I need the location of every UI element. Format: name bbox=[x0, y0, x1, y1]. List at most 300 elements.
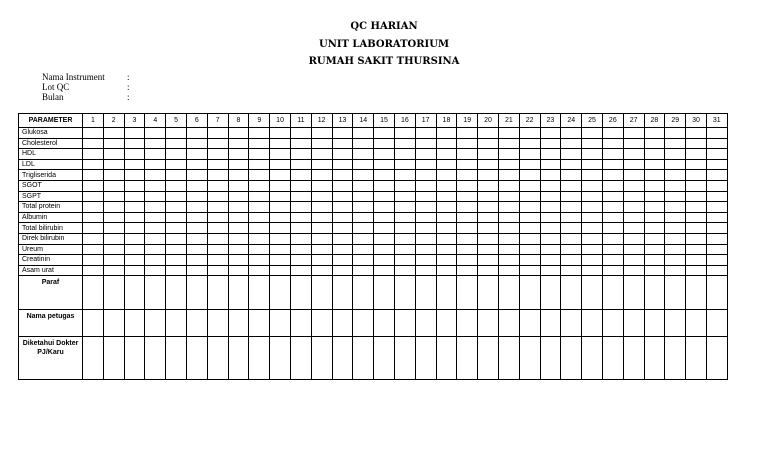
value-cell[interactable] bbox=[415, 233, 436, 244]
value-cell[interactable] bbox=[353, 170, 374, 181]
value-cell[interactable] bbox=[540, 180, 561, 191]
value-cell[interactable] bbox=[623, 138, 644, 149]
value-cell[interactable] bbox=[374, 212, 395, 223]
value-cell[interactable] bbox=[602, 233, 623, 244]
value-cell[interactable] bbox=[353, 138, 374, 149]
value-cell[interactable] bbox=[374, 265, 395, 276]
value-cell[interactable] bbox=[561, 255, 582, 266]
signature-cell[interactable] bbox=[228, 337, 249, 380]
value-cell[interactable] bbox=[561, 128, 582, 139]
value-cell[interactable] bbox=[582, 255, 603, 266]
value-cell[interactable] bbox=[602, 212, 623, 223]
value-cell[interactable] bbox=[644, 128, 665, 139]
signature-cell[interactable] bbox=[353, 310, 374, 337]
value-cell[interactable] bbox=[436, 244, 457, 255]
value-cell[interactable] bbox=[394, 180, 415, 191]
value-cell[interactable] bbox=[103, 170, 124, 181]
value-cell[interactable] bbox=[270, 159, 291, 170]
value-cell[interactable] bbox=[644, 180, 665, 191]
value-cell[interactable] bbox=[374, 149, 395, 160]
value-cell[interactable] bbox=[436, 149, 457, 160]
value-cell[interactable] bbox=[249, 180, 270, 191]
value-cell[interactable] bbox=[602, 180, 623, 191]
value-cell[interactable] bbox=[498, 191, 519, 202]
value-cell[interactable] bbox=[436, 138, 457, 149]
value-cell[interactable] bbox=[103, 212, 124, 223]
value-cell[interactable] bbox=[602, 159, 623, 170]
value-cell[interactable] bbox=[186, 212, 207, 223]
value-cell[interactable] bbox=[228, 159, 249, 170]
signature-cell[interactable] bbox=[519, 310, 540, 337]
value-cell[interactable] bbox=[540, 191, 561, 202]
value-cell[interactable] bbox=[207, 223, 228, 234]
value-cell[interactable] bbox=[249, 265, 270, 276]
value-cell[interactable] bbox=[540, 265, 561, 276]
value-cell[interactable] bbox=[186, 233, 207, 244]
value-cell[interactable] bbox=[519, 223, 540, 234]
value-cell[interactable] bbox=[519, 255, 540, 266]
value-cell[interactable] bbox=[665, 244, 686, 255]
signature-cell[interactable] bbox=[394, 310, 415, 337]
value-cell[interactable] bbox=[83, 170, 104, 181]
value-cell[interactable] bbox=[602, 191, 623, 202]
value-cell[interactable] bbox=[498, 223, 519, 234]
value-cell[interactable] bbox=[436, 233, 457, 244]
value-cell[interactable] bbox=[582, 149, 603, 160]
value-cell[interactable] bbox=[665, 223, 686, 234]
value-cell[interactable] bbox=[83, 149, 104, 160]
value-cell[interactable] bbox=[686, 255, 707, 266]
value-cell[interactable] bbox=[436, 170, 457, 181]
value-cell[interactable] bbox=[83, 265, 104, 276]
value-cell[interactable] bbox=[665, 233, 686, 244]
signature-cell[interactable] bbox=[415, 310, 436, 337]
value-cell[interactable] bbox=[644, 244, 665, 255]
value-cell[interactable] bbox=[166, 212, 187, 223]
value-cell[interactable] bbox=[270, 244, 291, 255]
value-cell[interactable] bbox=[374, 138, 395, 149]
value-cell[interactable] bbox=[582, 191, 603, 202]
value-cell[interactable] bbox=[332, 180, 353, 191]
value-cell[interactable] bbox=[686, 244, 707, 255]
signature-cell[interactable] bbox=[145, 337, 166, 380]
value-cell[interactable] bbox=[186, 265, 207, 276]
value-cell[interactable] bbox=[519, 191, 540, 202]
value-cell[interactable] bbox=[457, 233, 478, 244]
value-cell[interactable] bbox=[83, 128, 104, 139]
value-cell[interactable] bbox=[186, 255, 207, 266]
signature-cell[interactable] bbox=[561, 337, 582, 380]
value-cell[interactable] bbox=[207, 170, 228, 181]
signature-cell[interactable] bbox=[207, 337, 228, 380]
value-cell[interactable] bbox=[561, 159, 582, 170]
value-cell[interactable] bbox=[394, 170, 415, 181]
value-cell[interactable] bbox=[644, 255, 665, 266]
value-cell[interactable] bbox=[706, 170, 727, 181]
value-cell[interactable] bbox=[249, 191, 270, 202]
value-cell[interactable] bbox=[290, 244, 311, 255]
value-cell[interactable] bbox=[124, 255, 145, 266]
signature-cell[interactable] bbox=[124, 276, 145, 310]
value-cell[interactable] bbox=[103, 233, 124, 244]
value-cell[interactable] bbox=[249, 170, 270, 181]
value-cell[interactable] bbox=[498, 212, 519, 223]
value-cell[interactable] bbox=[332, 159, 353, 170]
value-cell[interactable] bbox=[665, 170, 686, 181]
value-cell[interactable] bbox=[706, 244, 727, 255]
value-cell[interactable] bbox=[290, 255, 311, 266]
signature-cell[interactable] bbox=[519, 276, 540, 310]
signature-cell[interactable] bbox=[290, 337, 311, 380]
signature-cell[interactable] bbox=[561, 276, 582, 310]
value-cell[interactable] bbox=[519, 233, 540, 244]
value-cell[interactable] bbox=[124, 128, 145, 139]
value-cell[interactable] bbox=[457, 191, 478, 202]
value-cell[interactable] bbox=[686, 212, 707, 223]
value-cell[interactable] bbox=[665, 255, 686, 266]
value-cell[interactable] bbox=[83, 244, 104, 255]
value-cell[interactable] bbox=[228, 265, 249, 276]
value-cell[interactable] bbox=[353, 255, 374, 266]
value-cell[interactable] bbox=[436, 265, 457, 276]
value-cell[interactable] bbox=[582, 138, 603, 149]
signature-cell[interactable] bbox=[561, 310, 582, 337]
value-cell[interactable] bbox=[582, 202, 603, 213]
value-cell[interactable] bbox=[478, 149, 499, 160]
value-cell[interactable] bbox=[623, 223, 644, 234]
value-cell[interactable] bbox=[353, 191, 374, 202]
value-cell[interactable] bbox=[228, 149, 249, 160]
value-cell[interactable] bbox=[394, 202, 415, 213]
value-cell[interactable] bbox=[415, 212, 436, 223]
value-cell[interactable] bbox=[311, 265, 332, 276]
value-cell[interactable] bbox=[686, 233, 707, 244]
value-cell[interactable] bbox=[602, 244, 623, 255]
signature-cell[interactable] bbox=[374, 310, 395, 337]
value-cell[interactable] bbox=[332, 191, 353, 202]
value-cell[interactable] bbox=[540, 170, 561, 181]
value-cell[interactable] bbox=[332, 255, 353, 266]
value-cell[interactable] bbox=[457, 180, 478, 191]
value-cell[interactable] bbox=[498, 202, 519, 213]
value-cell[interactable] bbox=[249, 159, 270, 170]
signature-cell[interactable] bbox=[374, 337, 395, 380]
value-cell[interactable] bbox=[290, 191, 311, 202]
value-cell[interactable] bbox=[478, 265, 499, 276]
value-cell[interactable] bbox=[249, 202, 270, 213]
value-cell[interactable] bbox=[686, 191, 707, 202]
value-cell[interactable] bbox=[124, 180, 145, 191]
value-cell[interactable] bbox=[582, 265, 603, 276]
value-cell[interactable] bbox=[83, 191, 104, 202]
signature-cell[interactable] bbox=[270, 337, 291, 380]
value-cell[interactable] bbox=[665, 265, 686, 276]
value-cell[interactable] bbox=[478, 244, 499, 255]
value-cell[interactable] bbox=[290, 170, 311, 181]
value-cell[interactable] bbox=[706, 180, 727, 191]
signature-cell[interactable] bbox=[644, 276, 665, 310]
value-cell[interactable] bbox=[207, 180, 228, 191]
value-cell[interactable] bbox=[353, 180, 374, 191]
signature-cell[interactable] bbox=[332, 276, 353, 310]
value-cell[interactable] bbox=[145, 180, 166, 191]
value-cell[interactable] bbox=[228, 223, 249, 234]
value-cell[interactable] bbox=[665, 180, 686, 191]
signature-cell[interactable] bbox=[478, 310, 499, 337]
value-cell[interactable] bbox=[623, 265, 644, 276]
signature-cell[interactable] bbox=[186, 310, 207, 337]
signature-cell[interactable] bbox=[270, 276, 291, 310]
value-cell[interactable] bbox=[374, 170, 395, 181]
signature-cell[interactable] bbox=[103, 310, 124, 337]
value-cell[interactable] bbox=[415, 223, 436, 234]
value-cell[interactable] bbox=[166, 159, 187, 170]
signature-cell[interactable] bbox=[415, 337, 436, 380]
value-cell[interactable] bbox=[124, 223, 145, 234]
value-cell[interactable] bbox=[186, 244, 207, 255]
value-cell[interactable] bbox=[415, 149, 436, 160]
value-cell[interactable] bbox=[686, 223, 707, 234]
value-cell[interactable] bbox=[166, 265, 187, 276]
value-cell[interactable] bbox=[374, 233, 395, 244]
value-cell[interactable] bbox=[124, 170, 145, 181]
value-cell[interactable] bbox=[706, 159, 727, 170]
value-cell[interactable] bbox=[519, 244, 540, 255]
value-cell[interactable] bbox=[249, 149, 270, 160]
value-cell[interactable] bbox=[394, 244, 415, 255]
value-cell[interactable] bbox=[561, 180, 582, 191]
value-cell[interactable] bbox=[270, 265, 291, 276]
value-cell[interactable] bbox=[561, 233, 582, 244]
value-cell[interactable] bbox=[270, 255, 291, 266]
signature-cell[interactable] bbox=[186, 337, 207, 380]
value-cell[interactable] bbox=[353, 128, 374, 139]
signature-cell[interactable] bbox=[498, 337, 519, 380]
signature-cell[interactable] bbox=[311, 337, 332, 380]
value-cell[interactable] bbox=[249, 212, 270, 223]
value-cell[interactable] bbox=[145, 223, 166, 234]
value-cell[interactable] bbox=[436, 255, 457, 266]
value-cell[interactable] bbox=[228, 191, 249, 202]
signature-cell[interactable] bbox=[457, 276, 478, 310]
value-cell[interactable] bbox=[353, 233, 374, 244]
signature-cell[interactable] bbox=[228, 276, 249, 310]
signature-cell[interactable] bbox=[686, 276, 707, 310]
signature-cell[interactable] bbox=[166, 337, 187, 380]
value-cell[interactable] bbox=[478, 233, 499, 244]
value-cell[interactable] bbox=[228, 233, 249, 244]
value-cell[interactable] bbox=[249, 223, 270, 234]
signature-cell[interactable] bbox=[332, 337, 353, 380]
signature-cell[interactable] bbox=[311, 276, 332, 310]
signature-cell[interactable] bbox=[686, 310, 707, 337]
value-cell[interactable] bbox=[457, 244, 478, 255]
value-cell[interactable] bbox=[686, 138, 707, 149]
signature-cell[interactable] bbox=[665, 310, 686, 337]
signature-cell[interactable] bbox=[394, 276, 415, 310]
value-cell[interactable] bbox=[686, 170, 707, 181]
value-cell[interactable] bbox=[686, 265, 707, 276]
value-cell[interactable] bbox=[686, 159, 707, 170]
value-cell[interactable] bbox=[436, 128, 457, 139]
value-cell[interactable] bbox=[602, 223, 623, 234]
value-cell[interactable] bbox=[166, 244, 187, 255]
value-cell[interactable] bbox=[353, 202, 374, 213]
value-cell[interactable] bbox=[457, 212, 478, 223]
value-cell[interactable] bbox=[145, 265, 166, 276]
value-cell[interactable] bbox=[415, 244, 436, 255]
value-cell[interactable] bbox=[394, 149, 415, 160]
value-cell[interactable] bbox=[519, 180, 540, 191]
value-cell[interactable] bbox=[353, 265, 374, 276]
value-cell[interactable] bbox=[270, 212, 291, 223]
value-cell[interactable] bbox=[644, 223, 665, 234]
value-cell[interactable] bbox=[478, 159, 499, 170]
value-cell[interactable] bbox=[623, 202, 644, 213]
value-cell[interactable] bbox=[249, 128, 270, 139]
value-cell[interactable] bbox=[665, 159, 686, 170]
value-cell[interactable] bbox=[270, 149, 291, 160]
value-cell[interactable] bbox=[582, 128, 603, 139]
value-cell[interactable] bbox=[145, 202, 166, 213]
value-cell[interactable] bbox=[332, 170, 353, 181]
value-cell[interactable] bbox=[332, 138, 353, 149]
value-cell[interactable] bbox=[145, 255, 166, 266]
signature-cell[interactable] bbox=[145, 276, 166, 310]
value-cell[interactable] bbox=[353, 212, 374, 223]
value-cell[interactable] bbox=[124, 233, 145, 244]
value-cell[interactable] bbox=[623, 233, 644, 244]
value-cell[interactable] bbox=[644, 170, 665, 181]
value-cell[interactable] bbox=[103, 180, 124, 191]
value-cell[interactable] bbox=[561, 191, 582, 202]
signature-cell[interactable] bbox=[706, 310, 727, 337]
value-cell[interactable] bbox=[83, 255, 104, 266]
value-cell[interactable] bbox=[540, 138, 561, 149]
value-cell[interactable] bbox=[665, 191, 686, 202]
value-cell[interactable] bbox=[145, 149, 166, 160]
value-cell[interactable] bbox=[166, 170, 187, 181]
value-cell[interactable] bbox=[706, 202, 727, 213]
value-cell[interactable] bbox=[498, 159, 519, 170]
value-cell[interactable] bbox=[415, 265, 436, 276]
value-cell[interactable] bbox=[166, 255, 187, 266]
value-cell[interactable] bbox=[290, 159, 311, 170]
value-cell[interactable] bbox=[311, 202, 332, 213]
value-cell[interactable] bbox=[706, 138, 727, 149]
value-cell[interactable] bbox=[186, 159, 207, 170]
value-cell[interactable] bbox=[561, 202, 582, 213]
value-cell[interactable] bbox=[83, 159, 104, 170]
value-cell[interactable] bbox=[415, 255, 436, 266]
value-cell[interactable] bbox=[561, 223, 582, 234]
value-cell[interactable] bbox=[623, 170, 644, 181]
value-cell[interactable] bbox=[498, 255, 519, 266]
value-cell[interactable] bbox=[103, 244, 124, 255]
value-cell[interactable] bbox=[644, 138, 665, 149]
value-cell[interactable] bbox=[394, 265, 415, 276]
value-cell[interactable] bbox=[145, 159, 166, 170]
value-cell[interactable] bbox=[186, 149, 207, 160]
signature-cell[interactable] bbox=[665, 276, 686, 310]
value-cell[interactable] bbox=[207, 149, 228, 160]
signature-cell[interactable] bbox=[686, 337, 707, 380]
value-cell[interactable] bbox=[478, 170, 499, 181]
value-cell[interactable] bbox=[706, 255, 727, 266]
value-cell[interactable] bbox=[478, 223, 499, 234]
signature-cell[interactable] bbox=[124, 310, 145, 337]
value-cell[interactable] bbox=[457, 138, 478, 149]
value-cell[interactable] bbox=[311, 223, 332, 234]
value-cell[interactable] bbox=[686, 149, 707, 160]
signature-cell[interactable] bbox=[623, 310, 644, 337]
signature-cell[interactable] bbox=[623, 337, 644, 380]
value-cell[interactable] bbox=[103, 202, 124, 213]
value-cell[interactable] bbox=[582, 244, 603, 255]
value-cell[interactable] bbox=[166, 138, 187, 149]
value-cell[interactable] bbox=[644, 212, 665, 223]
value-cell[interactable] bbox=[83, 202, 104, 213]
signature-cell[interactable] bbox=[145, 310, 166, 337]
value-cell[interactable] bbox=[498, 149, 519, 160]
value-cell[interactable] bbox=[270, 233, 291, 244]
value-cell[interactable] bbox=[436, 191, 457, 202]
value-cell[interactable] bbox=[353, 149, 374, 160]
value-cell[interactable] bbox=[311, 191, 332, 202]
value-cell[interactable] bbox=[498, 170, 519, 181]
value-cell[interactable] bbox=[582, 212, 603, 223]
value-cell[interactable] bbox=[478, 191, 499, 202]
value-cell[interactable] bbox=[374, 255, 395, 266]
value-cell[interactable] bbox=[311, 244, 332, 255]
signature-cell[interactable] bbox=[353, 337, 374, 380]
value-cell[interactable] bbox=[207, 128, 228, 139]
value-cell[interactable] bbox=[249, 255, 270, 266]
value-cell[interactable] bbox=[145, 170, 166, 181]
value-cell[interactable] bbox=[332, 244, 353, 255]
value-cell[interactable] bbox=[540, 212, 561, 223]
value-cell[interactable] bbox=[186, 180, 207, 191]
value-cell[interactable] bbox=[623, 180, 644, 191]
value-cell[interactable] bbox=[124, 202, 145, 213]
value-cell[interactable] bbox=[311, 255, 332, 266]
value-cell[interactable] bbox=[290, 128, 311, 139]
value-cell[interactable] bbox=[415, 170, 436, 181]
signature-cell[interactable] bbox=[582, 337, 603, 380]
value-cell[interactable] bbox=[519, 170, 540, 181]
signature-cell[interactable] bbox=[83, 310, 104, 337]
value-cell[interactable] bbox=[290, 202, 311, 213]
value-cell[interactable] bbox=[623, 212, 644, 223]
value-cell[interactable] bbox=[207, 255, 228, 266]
value-cell[interactable] bbox=[145, 244, 166, 255]
value-cell[interactable] bbox=[228, 128, 249, 139]
signature-cell[interactable] bbox=[519, 337, 540, 380]
value-cell[interactable] bbox=[478, 202, 499, 213]
value-cell[interactable] bbox=[665, 202, 686, 213]
value-cell[interactable] bbox=[374, 244, 395, 255]
value-cell[interactable] bbox=[166, 191, 187, 202]
signature-cell[interactable] bbox=[374, 276, 395, 310]
value-cell[interactable] bbox=[103, 159, 124, 170]
value-cell[interactable] bbox=[519, 159, 540, 170]
value-cell[interactable] bbox=[457, 149, 478, 160]
value-cell[interactable] bbox=[540, 149, 561, 160]
value-cell[interactable] bbox=[644, 159, 665, 170]
value-cell[interactable] bbox=[394, 255, 415, 266]
value-cell[interactable] bbox=[540, 244, 561, 255]
value-cell[interactable] bbox=[103, 265, 124, 276]
